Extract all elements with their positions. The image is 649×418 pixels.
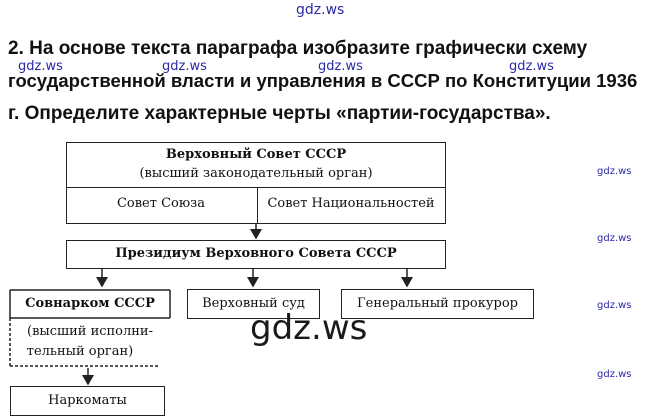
watermark-top: gdz.ws — [296, 2, 345, 18]
sovnarkom-line-2: тельный орган) — [26, 344, 134, 359]
task-line-1: 2. На основе текста параграфа изобразите графически схему — [8, 38, 588, 59]
supreme-court-label: Верховный суд — [202, 296, 305, 311]
prosecutor-label: Генеральный прокурор — [357, 296, 518, 311]
council-union: Совет Союза — [116, 196, 206, 211]
watermark-big: gdz.ws — [250, 308, 368, 348]
council-nationalities: Совет Национальностей — [267, 196, 435, 211]
watermark-line-1: gdz.ws — [18, 59, 63, 74]
commissariats-label: Наркоматы — [48, 393, 127, 408]
supreme-soviet-title: Верховный Совет СССР — [165, 147, 347, 162]
watermark-line-2: gdz.ws — [162, 59, 207, 74]
watermark-side-4: gdz.ws — [597, 369, 632, 380]
sovnarkom-line-1: (высший исполни- — [27, 324, 153, 339]
watermark-line-4: gdz.ws — [509, 59, 554, 74]
watermark-side-1: gdz.ws — [597, 166, 632, 177]
presidium-label: Президиум Верховного Совета СССР — [115, 246, 397, 261]
watermark-side-2: gdz.ws — [597, 233, 632, 244]
watermark-line-3: gdz.ws — [318, 59, 363, 74]
watermark-side-3: gdz.ws — [597, 300, 632, 311]
sovnarkom-title: Совнарком СССР — [25, 296, 155, 311]
task-line-2: государственной власти и управления в СССР по Конституции 1936 — [8, 70, 638, 91]
supreme-soviet-subtitle: (высший законодательный орган) — [139, 166, 373, 181]
task-line-3: г. Определите характерные черты «партии-государства». — [8, 103, 551, 124]
